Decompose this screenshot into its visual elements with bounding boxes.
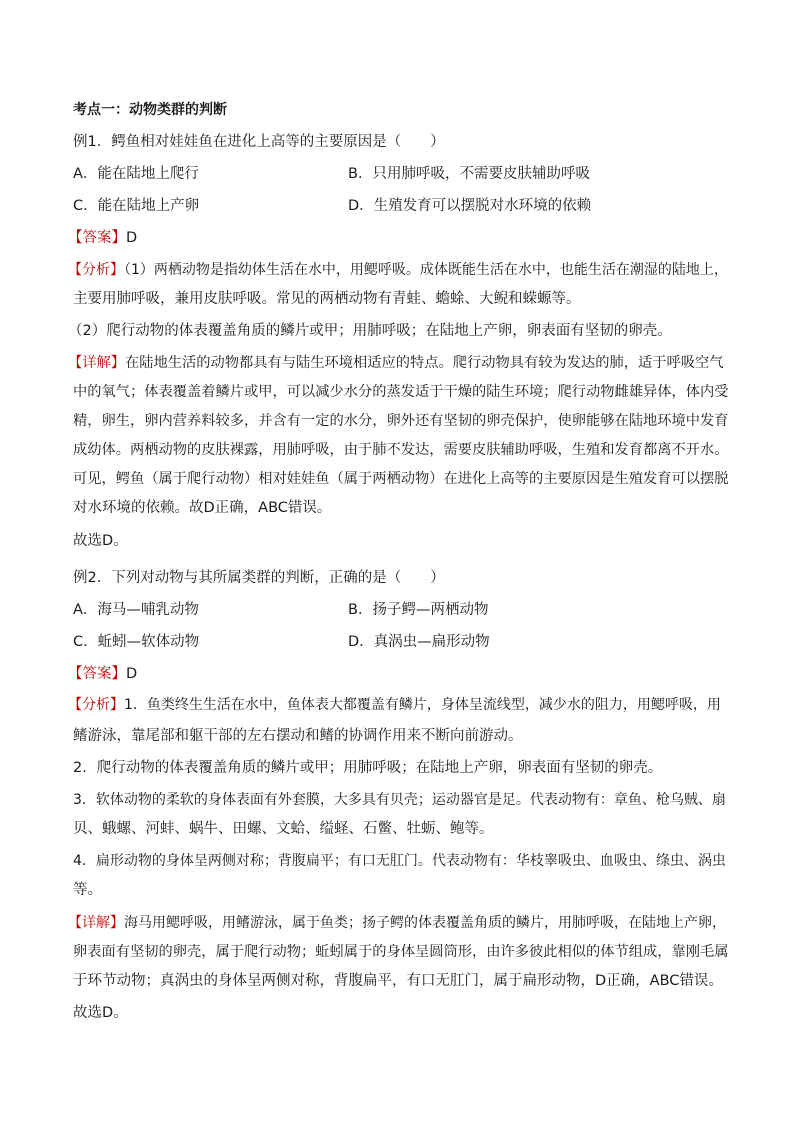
ex1-analysis-line-0: 【分析】（1）两栖动物是指幼体生活在水中，用鳃呼吸。成体既能生活在水中，也能生活在潮湿的陆地上，: [68, 262, 728, 278]
ex2-analysis-line-1: 鳍游泳，靠尾部和躯干部的左右摆动和鳍的协调作用来不断向前游动。: [73, 728, 523, 744]
detail-tag: 【详解】: [68, 355, 126, 371]
answer-tag: 【答案】: [68, 230, 126, 246]
ex2-option-b: B．扬子鳄—两栖动物: [348, 602, 489, 618]
answer-value: D: [126, 230, 138, 246]
detail-tag: 【详解】: [68, 915, 124, 931]
ex2-option-d: D．真涡虫—扁形动物: [348, 634, 490, 650]
ex2-analysis-line-0: 【分析】1．鱼类终生生活在水中，鱼体表大都覆盖有鳞片，身体呈流线型，减少水的阻力，用鳃呼吸，用: [68, 697, 721, 713]
ex1-option-b: B．只用肺呼吸，不需要皮肤辅助呼吸: [348, 166, 590, 182]
ex1-option-d: D．生殖发育可以摆脱对水环境的依赖: [348, 198, 592, 214]
ex2-analysis-line-2: 2．爬行动物的体表覆盖角质的鳞片或甲；用肺呼吸；在陆地上产卵，卵表面有坚韧的卵壳。: [73, 760, 663, 776]
ex2-answer: [68, 664, 137, 684]
ex2-conclusion: 故选D。: [73, 1005, 128, 1021]
ex2-detail-line-0: 【详解】海马用鳃呼吸，用鳍游泳，属于鱼类；扬子鳄的体表覆盖角质的鳞片，用肺呼吸，在陆地上产卵，: [68, 915, 726, 931]
ex1-analysis-line-2: （2）爬行动物的体表覆盖角质的鳞片或甲；用肺呼吸；在陆地上产卵，卵表面有坚韧的卵壳。: [68, 323, 672, 339]
ex2-analysis-line-4: 贝、蛾螺、河蚌、蜗牛、田螺、文蛤、缢蛏、石鳖、牡蛎、鲍等。: [73, 821, 494, 837]
ex2-question: 例2．下列对动物与其所属类群的判断，正确的是（ ）: [73, 570, 445, 586]
answer-value: D: [126, 666, 138, 682]
ex1-detail-line-5: 对水环境的依赖。故D正确，ABC错误。: [73, 500, 332, 516]
ex1-conclusion: 故选D。: [73, 533, 128, 549]
answer-tag: 【答案】: [68, 666, 126, 682]
section-title: 考点一：动物类群的判断: [73, 102, 227, 118]
ex1-detail-line-2: 精，卵生，卵内营养料较多，并含有一定的水分，卵外还有坚韧的卵壳保护，使卵能够在陆地环境中发育: [73, 413, 729, 429]
ex1-detail-line-3: 成幼体。两栖动物的皮肤裸露，用肺呼吸，由于肺不发达，需要皮肤辅助呼吸，生殖和发育都离不开水。: [73, 442, 729, 458]
ex2-analysis-line-3: 3．软体动物的柔软的身体表面有外套膜，大多具有贝壳；运动器官是足。代表动物有：章鱼、枪乌贼、扇: [73, 792, 726, 808]
ex2-option-a: A．海马—哺乳动物: [73, 602, 199, 618]
ex1-option-a: A．能在陆地上爬行: [73, 166, 199, 182]
analysis-tag: 【分析】: [68, 697, 124, 713]
ex1-detail-line-1: 中的氧气；体表覆盖着鳞片或甲，可以减少水分的蒸发适于干燥的陆生环境；爬行动物雌雄异体，体内受: [73, 384, 729, 400]
ex1-option-c: C．能在陆地上产卵: [73, 198, 200, 214]
ex2-analysis-line-6: 等。: [73, 882, 102, 898]
ex1-answer: [68, 228, 137, 248]
ex1-question: 例1．鳄鱼相对娃娃鱼在进化上高等的主要原因是（ ）: [73, 134, 445, 150]
ex1-detail-line-0: 【详解】在陆地生活的动物都具有与陆生环境相适应的特点。爬行动物具有较为发达的肺，适于呼吸空气: [68, 355, 724, 371]
analysis-tag: 【分析】: [68, 262, 124, 278]
ex1-analysis-line-1: 主要用肺呼吸，兼用皮肤呼吸。常见的两栖动物有青蛙、蟾蜍、大鲵和蝾螈等。: [73, 291, 581, 307]
ex2-detail-line-1: 卵表面有坚韧的卵壳，属于爬行动物；蚯蚓属于的身体呈圆筒形，由许多彼此相似的体节组成，靠刚毛属: [73, 944, 729, 960]
ex2-detail-line-2: 于环节动物；真涡虫的身体呈两侧对称，背腹扁平，有口无肛门，属于扁形动物，D正确，ABC错误。: [73, 973, 723, 989]
ex2-option-c: C．蚯蚓—软体动物: [73, 634, 200, 650]
ex1-detail-line-4: 可见，鳄鱼（属于爬行动物）相对娃娃鱼（属于两栖动物）在进化上高等的主要原因是生殖发育可以摆脱: [73, 471, 729, 487]
ex2-analysis-line-5: 4．扁形动物的身体呈两侧对称；背腹扁平；有口无肛门。代表动物有：华枝睾吸虫、血吸虫、绦虫、涡虫: [73, 853, 726, 869]
